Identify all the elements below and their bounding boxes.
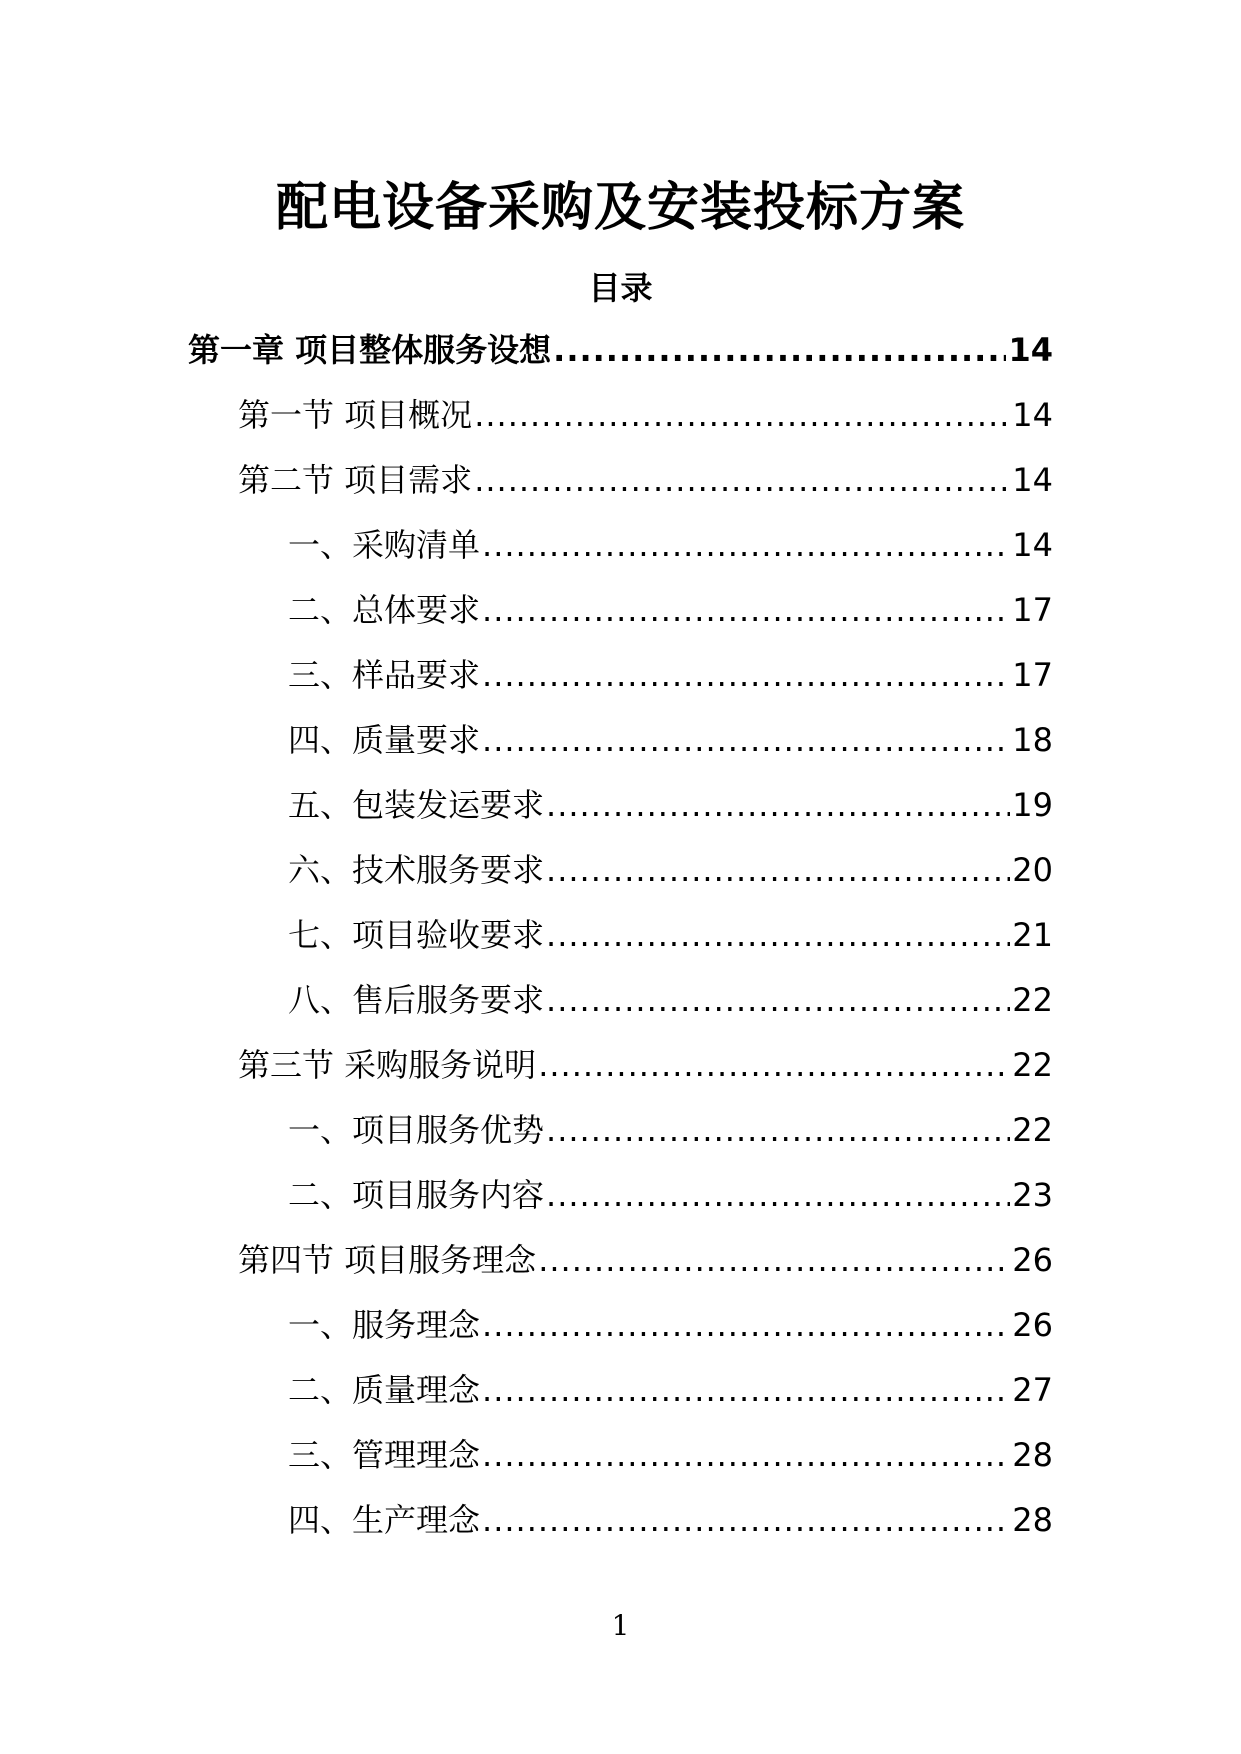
toc-entry[interactable]: [188, 1423, 1053, 1488]
toc-entry-label: 一、采购清单: [288, 526, 481, 564]
toc-entry[interactable]: [188, 708, 1053, 773]
toc-entry-label: 四、质量要求: [288, 721, 481, 759]
toc-entry[interactable]: [188, 643, 1053, 708]
toc-entry-page: 27: [1012, 1371, 1053, 1409]
toc-leader-dots: [482, 708, 1010, 773]
toc-entry-page: 28: [1012, 1436, 1053, 1474]
toc-leader-dots: [546, 968, 1010, 1033]
toc-entry-page: 26: [1012, 1306, 1053, 1344]
toc-entry[interactable]: [188, 1228, 1053, 1293]
toc-leader-dots: [546, 838, 1010, 903]
document-title: 配电设备采购及安装投标方案: [275, 178, 965, 238]
toc-entry[interactable]: [188, 903, 1053, 968]
toc-entry-label: 三、管理理念: [288, 1436, 481, 1474]
toc-leader-dots: [482, 1488, 1010, 1553]
toc-entry-label: 六、技术服务要求: [288, 851, 545, 889]
toc-leader-dots: [482, 643, 1010, 708]
toc-entry-page: 18: [1012, 721, 1053, 759]
toc-leader-dots: [482, 1423, 1010, 1488]
toc-leader-dots: [482, 1358, 1010, 1423]
toc-entry-label: 一、服务理念: [288, 1306, 481, 1344]
page-number: 1: [611, 1609, 630, 1642]
toc-leader-dots: [538, 1033, 1010, 1098]
toc-entry-label: 二、总体要求: [288, 591, 481, 629]
toc-entry-page: 23: [1012, 1176, 1053, 1214]
toc-entry[interactable]: [188, 1098, 1053, 1163]
toc-entry-page: 17: [1012, 591, 1053, 629]
toc-entry[interactable]: [188, 318, 1053, 383]
toc-leader-dots: [482, 578, 1010, 643]
toc-heading: 目录: [588, 269, 653, 307]
toc-entry[interactable]: [188, 1358, 1053, 1423]
toc-entry-label: 五、包装发运要求: [288, 786, 545, 824]
toc-entry[interactable]: [188, 1163, 1053, 1228]
toc-leader-dots: [474, 448, 1010, 513]
toc-entry-label: 第四节 项目服务理念: [238, 1241, 537, 1279]
toc-leader-dots: [474, 383, 1010, 448]
toc-entry-page: 14: [1012, 396, 1053, 434]
toc-entry-page: 21: [1012, 916, 1053, 954]
toc-entry-label: 第三节 采购服务说明: [238, 1046, 537, 1084]
toc-entry-page: 17: [1012, 656, 1053, 694]
toc-entry-label: 第二节 项目需求: [238, 461, 473, 499]
toc-entry-page: 22: [1012, 1111, 1053, 1149]
toc-entry-label: 二、项目服务内容: [288, 1176, 545, 1214]
toc-entry-page: 14: [1012, 461, 1053, 499]
toc-entry-page: 19: [1012, 786, 1053, 824]
toc-entry-page: 22: [1012, 981, 1053, 1019]
toc-entry-label: 第一章 项目整体服务设想: [188, 331, 552, 369]
toc-leader-dots: [546, 1098, 1010, 1163]
toc-entry[interactable]: [188, 838, 1053, 903]
toc-entry[interactable]: [188, 968, 1053, 1033]
toc-leader-dots: [546, 773, 1010, 838]
toc-entry[interactable]: [188, 578, 1053, 643]
toc-entry-page: 14: [1008, 331, 1053, 369]
toc-entry-page: 22: [1012, 1046, 1053, 1084]
toc-entry-page: 26: [1012, 1241, 1053, 1279]
toc-entry-page: 14: [1012, 526, 1053, 564]
toc-entry[interactable]: [188, 448, 1053, 513]
toc-entry-page: 20: [1012, 851, 1053, 889]
toc-entry-label: 二、质量理念: [288, 1371, 481, 1409]
toc-leader-dots: [546, 1163, 1010, 1228]
toc-entry[interactable]: [188, 383, 1053, 448]
toc-entry-page: 28: [1012, 1501, 1053, 1539]
toc-entry[interactable]: [188, 773, 1053, 838]
toc-leader-dots: [482, 1293, 1010, 1358]
toc-entry-label: 四、生产理念: [288, 1501, 481, 1539]
toc-entry[interactable]: [188, 513, 1053, 578]
toc-leader-dots: [538, 1228, 1010, 1293]
toc-entry-label: 三、样品要求: [288, 656, 481, 694]
toc-entry-label: 一、项目服务优势: [288, 1111, 545, 1149]
toc-entry-label: 八、售后服务要求: [288, 981, 545, 1019]
toc-entry-label: 七、项目验收要求: [288, 916, 545, 954]
toc-leader-dots: [482, 513, 1010, 578]
toc-leader-dots: [553, 318, 1006, 383]
toc-entry[interactable]: [188, 1293, 1053, 1358]
toc-entry[interactable]: [188, 1033, 1053, 1098]
toc-leader-dots: [546, 903, 1010, 968]
table-of-contents: [188, 318, 1053, 1553]
toc-entry[interactable]: [188, 1488, 1053, 1553]
toc-entry-label: 第一节 项目概况: [238, 396, 473, 434]
